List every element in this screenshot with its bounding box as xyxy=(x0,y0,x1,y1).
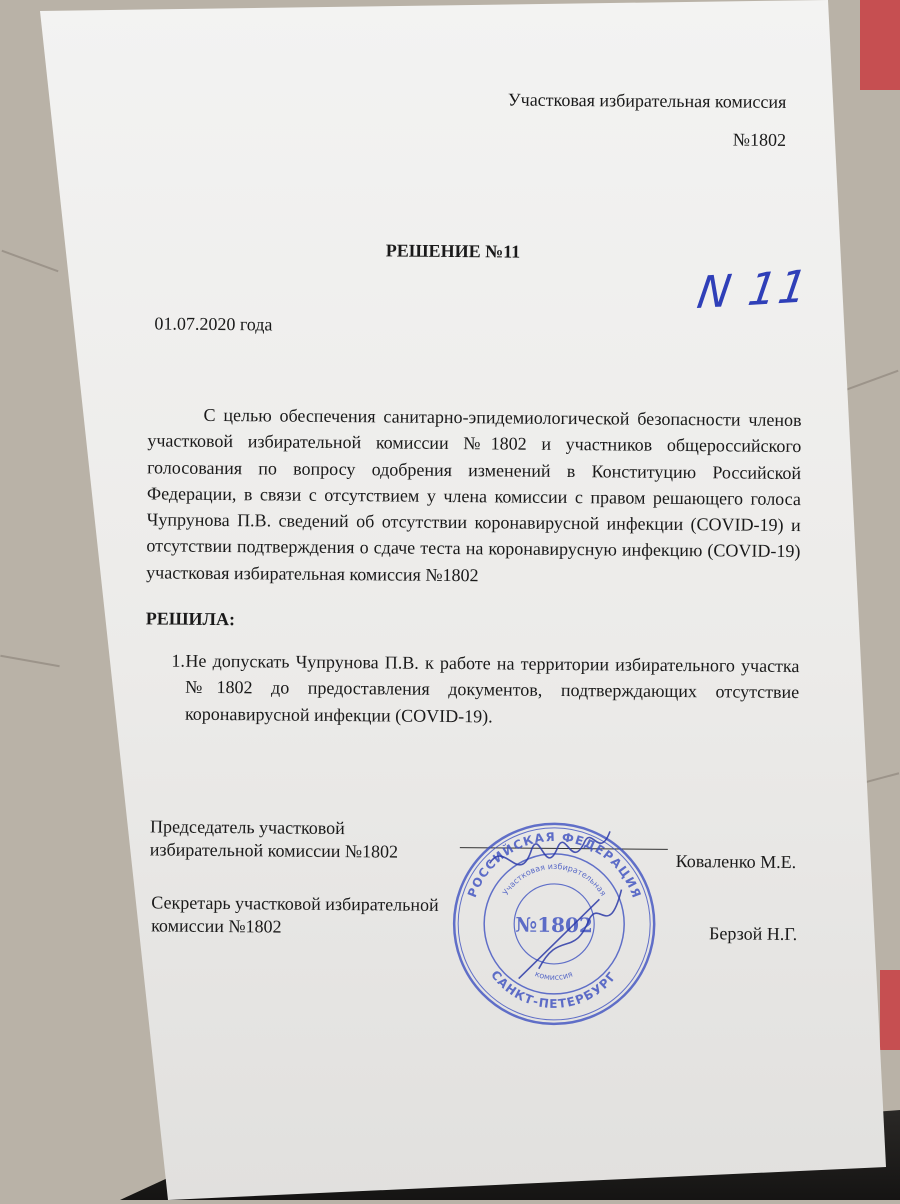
stamp-inner-bottom-text: комиссия xyxy=(533,969,574,982)
commission-number: №1802 xyxy=(732,129,787,150)
stamp-middle-ring xyxy=(484,853,625,994)
handwritten-number: N 11 xyxy=(693,260,813,320)
stamp-graphic xyxy=(448,818,660,1030)
stamp-outer-bottom-text: САНКТ-ПЕТЕРБУРГ xyxy=(488,967,620,1011)
official-stamp xyxy=(448,818,660,1030)
resolution-item-number: 1. xyxy=(171,650,186,671)
resolved-label: РЕШИЛА: xyxy=(145,608,236,630)
stamp-outer-ring xyxy=(453,823,655,1025)
chairman-title: Председатель участковой избирательной комиссии №1802 xyxy=(149,816,399,862)
signature-stroke xyxy=(539,889,622,970)
decision-title: РЕШЕНИЕ №11 xyxy=(385,240,521,262)
resolution-item-text: Не допускать Чупрунова П.В. к работе на территории избирательного участка №1802 до предоставления документов, подтверждающих отсутствие коронавирусной инфекции (COVID-19). xyxy=(184,650,800,726)
signature-stroke xyxy=(519,899,600,980)
stamp-inner-ring xyxy=(514,884,595,965)
secretary-name: Берзой Н.Г. xyxy=(709,923,798,945)
body-paragraph: С целью обеспечения санитарно-эпидемиологической безопасности членов участковой избирательной комиссии №1802 и участников общероссийского голосования по вопросу одобрения изменений в Конституцию Российской Федерации, в связи с отсутствием у члена комиссии с правом решающего голоса Чупрунова П.В. сведений об отсутствии коронавирусной инфекции (COVID-19) и отсутствии подтверждения о сдаче теста на коронавирусную инфекцию (COVID-19) участковая избирательная комиссия №1802 xyxy=(146,404,802,585)
stamp-signature-scribble xyxy=(489,830,622,979)
decision-date: 01.07.2020 года xyxy=(154,313,273,335)
stamp-outer-top-text: РОССИЙСКАЯ ФЕДЕРАЦИЯ xyxy=(464,829,644,901)
stamp-outer-ring-inner xyxy=(457,827,651,1021)
secretary-title: Секретарь участковой избирательной комиссии №1802 xyxy=(151,892,439,937)
chairman-name: Коваленко М.Е. xyxy=(675,850,797,873)
resolution-item xyxy=(149,647,800,731)
resolution-list xyxy=(149,647,800,731)
stamp-inner-top-text: Участковая избирательная xyxy=(501,861,608,898)
stamp-center-number: №1802 xyxy=(515,912,593,938)
signature-line xyxy=(460,847,668,850)
commission-header: Участковая избирательная комиссия xyxy=(507,89,787,112)
